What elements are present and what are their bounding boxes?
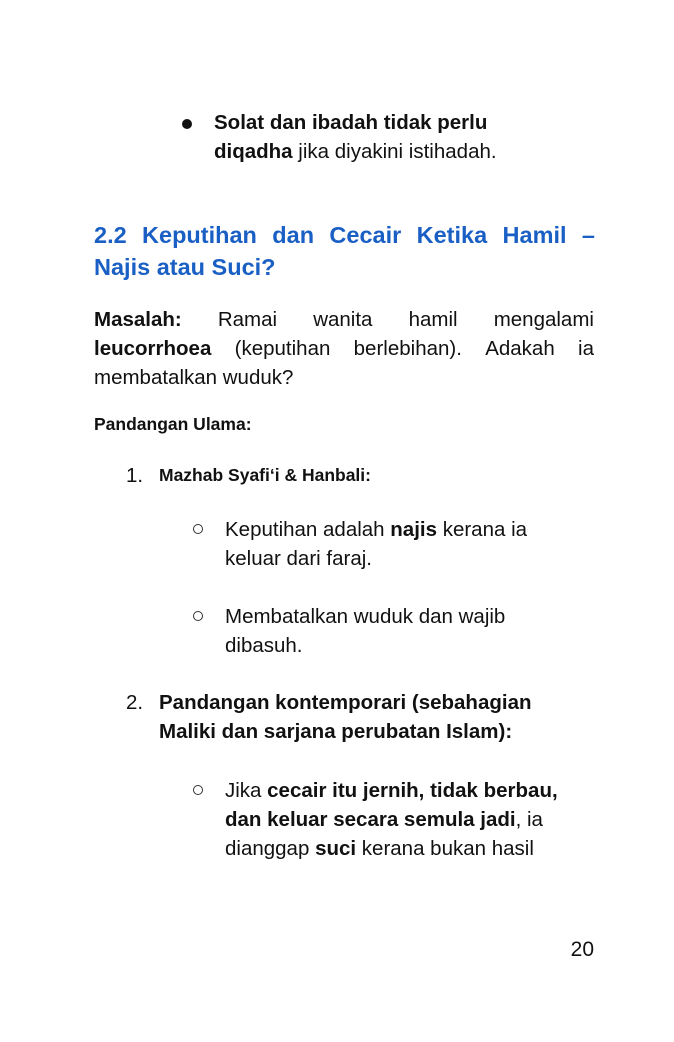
masalah-line-1 xyxy=(94,305,594,334)
sub-item-line: dibasuh. xyxy=(225,634,303,657)
sub-text: Jika xyxy=(225,779,268,802)
list-number: 1. xyxy=(126,464,144,487)
sub-item-line xyxy=(225,834,534,863)
bullet-bold-text: Solat dan ibadah tidak perlu xyxy=(214,111,488,134)
masalah-line-2 xyxy=(94,334,594,363)
title-text: Pandangan kontemporari (sebahagian xyxy=(159,691,532,714)
sub-text: kerana ia xyxy=(437,518,528,541)
bullet-text-line-2 xyxy=(214,137,497,166)
circle-bullet-icon xyxy=(193,524,203,534)
heading-word: Hamil xyxy=(502,222,567,248)
section-heading xyxy=(94,219,595,283)
masalah-word: berlebihan). xyxy=(353,337,462,360)
circle-bullet-icon xyxy=(193,611,203,621)
list-item-title: Mazhab Syafi‘i & Hanbali: xyxy=(159,465,371,485)
masalah-line-3: membatalkan wuduk? xyxy=(94,366,294,389)
bullet-dot-icon xyxy=(182,119,192,129)
sub-item-line: keluar dari faraj. xyxy=(225,547,372,570)
heading-word: 2.2 xyxy=(94,222,127,248)
heading-word: Cecair xyxy=(329,222,402,248)
sub-text: Keputihan adalah xyxy=(225,518,391,541)
masalah-paragraph xyxy=(94,305,594,392)
masalah-word: Ramai xyxy=(217,308,278,331)
heading-word: Keputihan xyxy=(142,222,257,248)
masalah-word: hamil xyxy=(408,308,458,331)
najis-term: najis xyxy=(390,518,437,541)
sub-text: , ia xyxy=(515,808,543,831)
masalah-word: Adakah xyxy=(485,337,555,360)
leucorrhoea-term: leucorrhoea xyxy=(94,337,212,360)
masalah-word: wanita xyxy=(313,308,373,331)
suci-term: suci xyxy=(315,837,357,860)
sub-text: dianggap xyxy=(225,837,316,860)
sub-bold-text: dan keluar secara semula jadi xyxy=(225,808,516,831)
sub-item-line xyxy=(225,805,543,834)
circle-bullet-icon xyxy=(193,785,203,795)
heading-word: dan xyxy=(272,222,315,248)
title-text: Maliki dan sarjana perubatan Islam): xyxy=(159,720,513,743)
list-item-title-line-2 xyxy=(159,717,512,746)
heading-line-1 xyxy=(94,219,595,251)
masalah-word: ia xyxy=(578,337,594,360)
sub-item-line xyxy=(225,776,558,805)
heading-line-2: Najis atau Suci? xyxy=(94,254,276,280)
sub-item-line xyxy=(225,515,527,544)
list-item-title-line-1 xyxy=(159,688,532,717)
heading-word: Ketika xyxy=(416,222,488,248)
masalah-label: Masalah: xyxy=(94,308,182,331)
list-number: 2. xyxy=(126,691,144,714)
masalah-word: (keputihan xyxy=(234,337,331,360)
sub-item-line: Membatalkan wuduk dan wajib xyxy=(225,605,506,628)
bullet-bold-term: diqadha xyxy=(214,140,293,163)
bullet-rest-text: jika diyakini istihadah. xyxy=(292,140,497,163)
masalah-word: mengalami xyxy=(493,308,594,331)
page-number: 20 xyxy=(570,938,594,961)
heading-word: – xyxy=(581,222,595,248)
bullet-text-line-1 xyxy=(214,108,487,137)
sub-bold-text: cecair itu jernih, tidak berbau, xyxy=(267,779,558,802)
pandangan-label: Pandangan Ulama: xyxy=(94,414,252,434)
sub-text: kerana bukan hasil xyxy=(356,837,534,860)
